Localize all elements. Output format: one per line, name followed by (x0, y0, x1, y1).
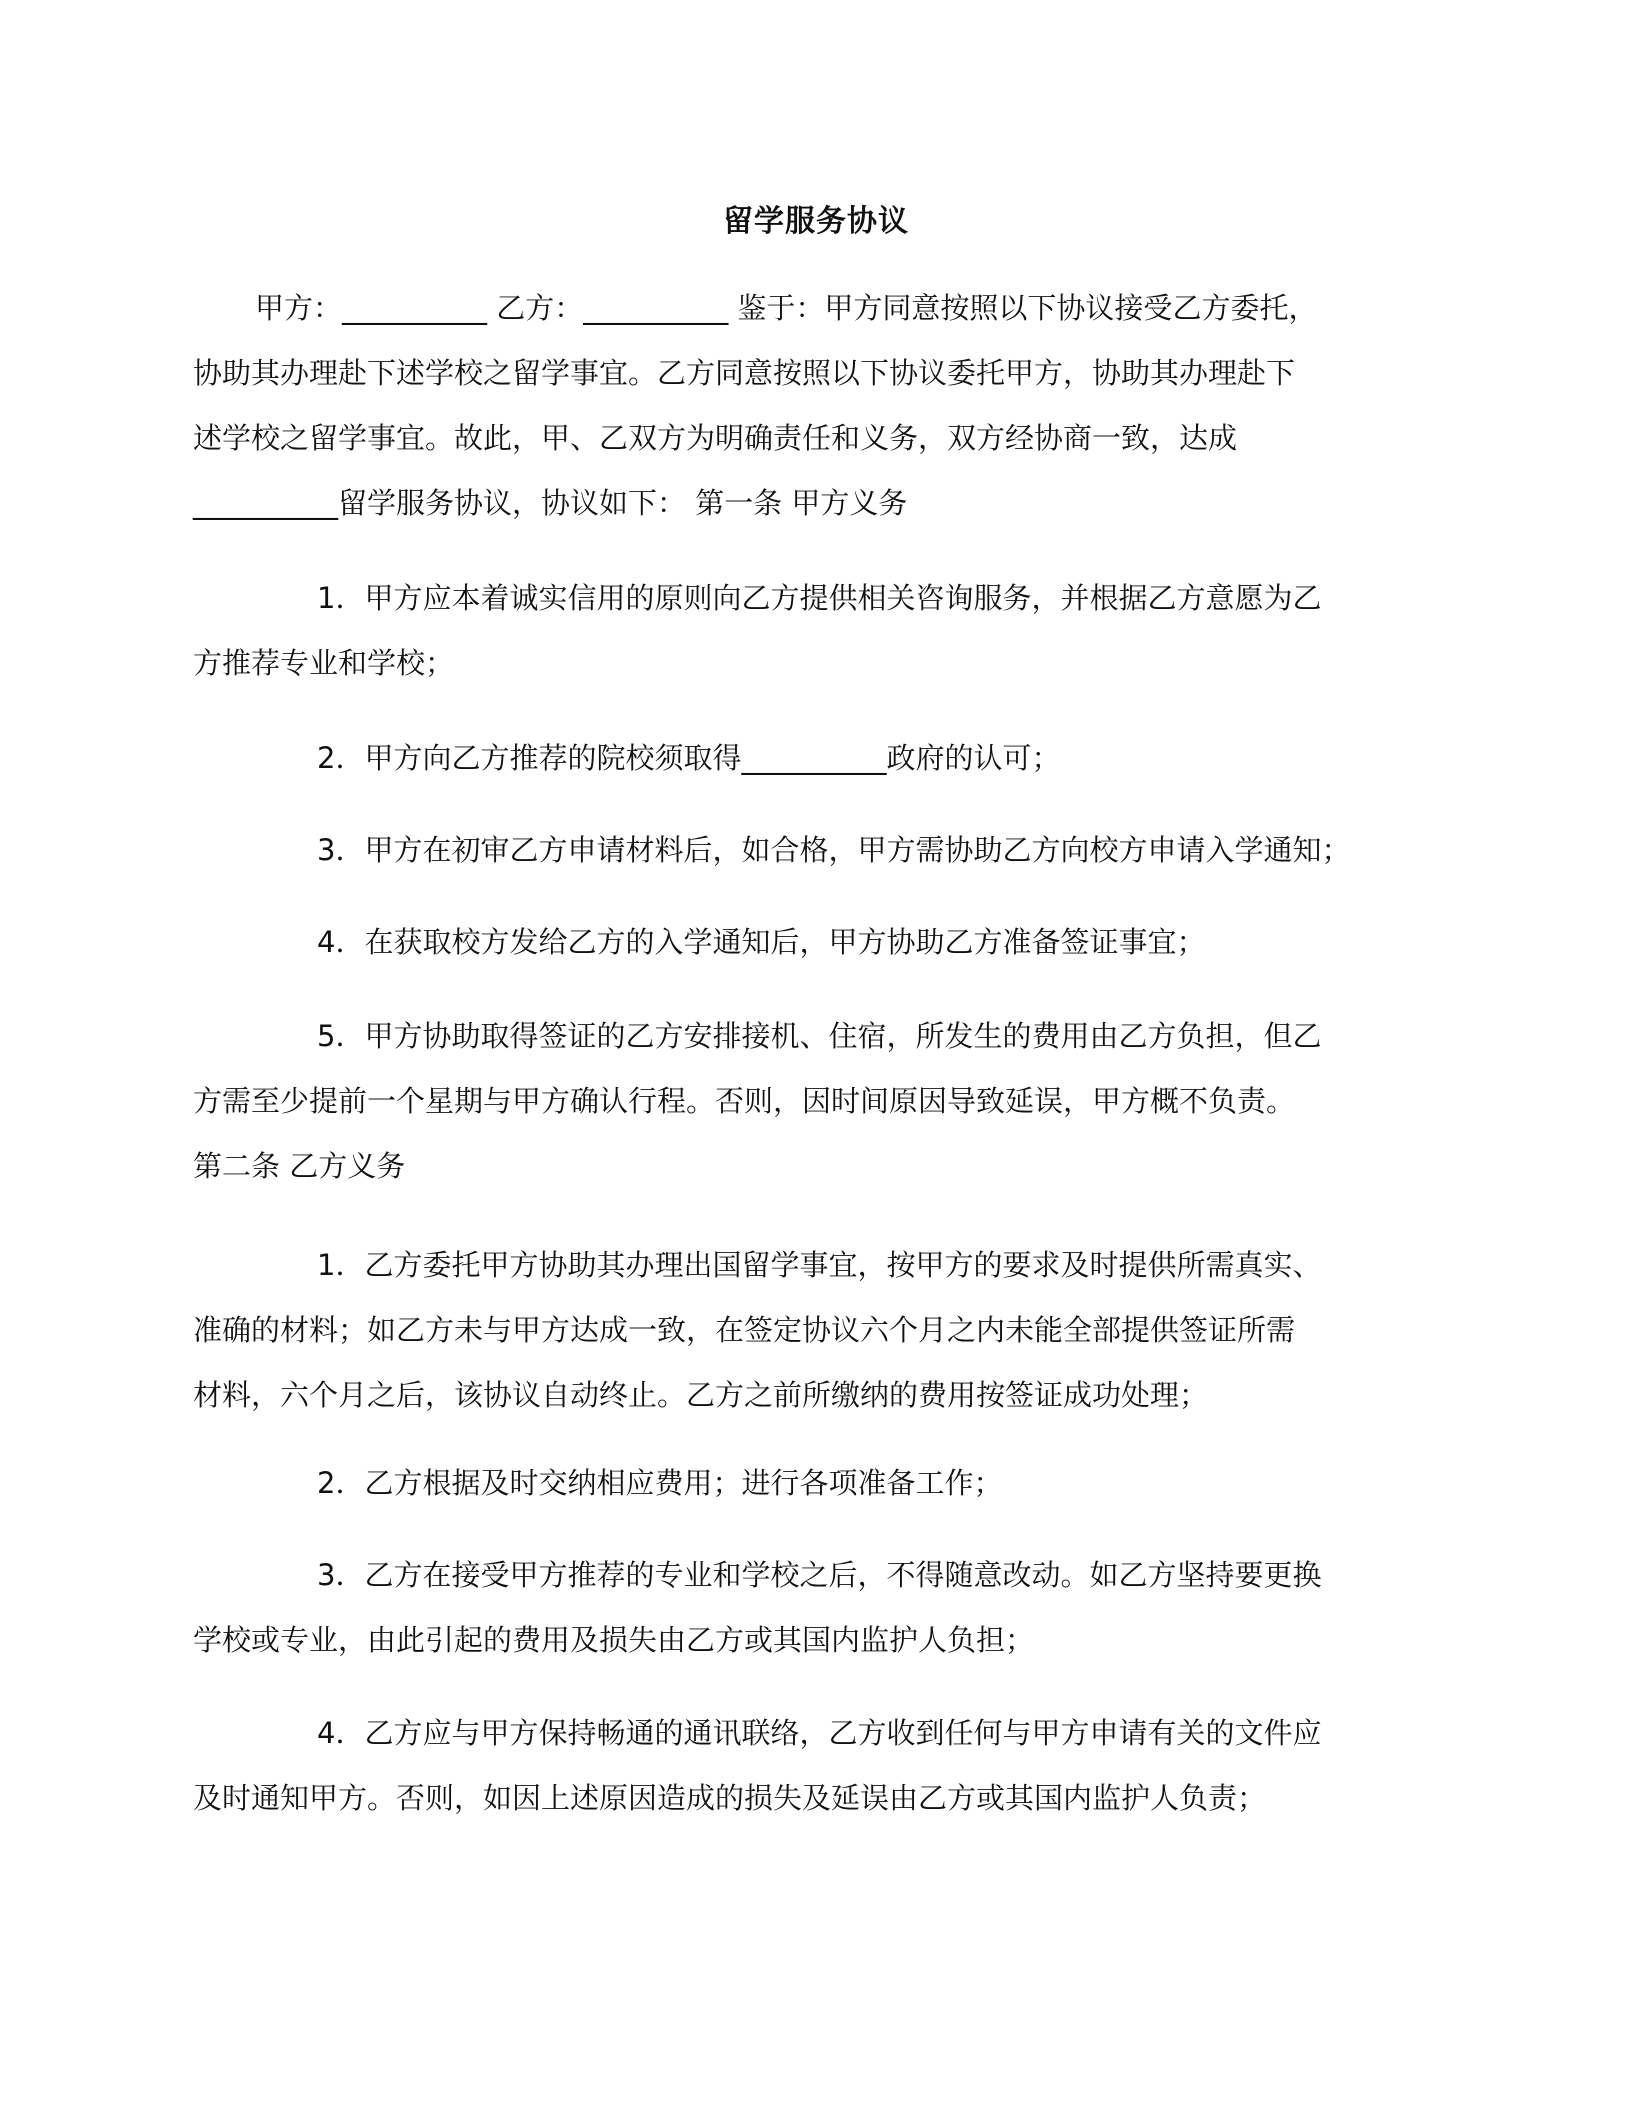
text-line: 4．在获取校方发给乙方的入学通知后，甲方协助乙方准备签证事宜； (317, 925, 1206, 959)
text-line: 1．乙方委托甲方协助其办理出国留学事宜，按甲方的要求及时提供所需真实、 (317, 1248, 1322, 1282)
clause-2-item-2 (193, 1451, 1453, 1516)
text-line: 述学校之留学事宜。故此，甲、乙双方为明确责任和义务，双方经协商一致，达成 (193, 421, 1238, 455)
preamble-paragraph (193, 276, 1453, 536)
document-title: 留学服务协议 (723, 204, 909, 239)
text-line: 5．甲方协助取得签证的乙方安排接机、住宿，所发生的费用由乙方负担，但乙 (317, 1019, 1322, 1053)
clause-1-item-1 (193, 566, 1453, 696)
text-line: 方推荐专业和学校； (193, 646, 455, 680)
text-line: 方需至少提前一个星期与甲方确认行程。否则，因时间原因导致延误，甲方概不负责。 (193, 1084, 1296, 1118)
text-line: 2．乙方根据及时交纳相应费用；进行各项准备工作； (317, 1466, 1003, 1500)
text-line: 准确的材料；如乙方未与甲方达成一致，在签定协议六个月之内未能全部提供签证所需 (193, 1313, 1296, 1347)
clause-2-item-1 (193, 1233, 1453, 1428)
text-line: 学校或专业，由此引起的费用及损失由乙方或其国内监护人负担； (193, 1623, 1035, 1657)
text-line: 甲方：__________ 乙方：__________ 鉴于：甲方同意按照以下协议接受乙方委托， (255, 291, 1318, 325)
clause-1-item-2 (193, 726, 1453, 791)
clause-1-item-4 (193, 910, 1453, 975)
text-line: 协助其办理赴下述学校之留学事宜。乙方同意按照以下协议委托甲方，协助其办理赴下 (193, 356, 1296, 390)
text-line: 3．乙方在接受甲方推荐的专业和学校之后，不得随意改动。如乙方坚持要更换 (317, 1558, 1322, 1592)
text-line: 材料，六个月之后，该协议自动终止。乙方之前所缴纳的费用按签证成功处理； (193, 1378, 1209, 1412)
clause-1-item-5 (193, 1004, 1453, 1199)
clause-2-item-4 (193, 1701, 1453, 1831)
clause-2-heading: 第二条 乙方义务 (193, 1149, 406, 1183)
text-line: 及时通知甲方。否则，如因上述原因造成的损失及延误由乙方或其国内监护人负责； (193, 1781, 1267, 1815)
text-line: 1．甲方应本着诚实信用的原则向乙方提供相关咨询服务，并根据乙方意愿为乙 (317, 581, 1322, 615)
text-line: __________留学服务协议，协议如下： 第一条 甲方义务 (193, 486, 908, 520)
text-line: 3．甲方在初审乙方申请材料后，如合格，甲方需协助乙方向校方申请入学通知； (317, 833, 1351, 867)
text-line: 4．乙方应与甲方保持畅通的通讯联络，乙方收到任何与甲方申请有关的文件应 (317, 1716, 1322, 1750)
clause-1-item-3 (193, 818, 1453, 883)
clause-2-item-3 (193, 1543, 1453, 1673)
text-line: 2．甲方向乙方推荐的院校须取得__________政府的认可； (317, 741, 1061, 775)
